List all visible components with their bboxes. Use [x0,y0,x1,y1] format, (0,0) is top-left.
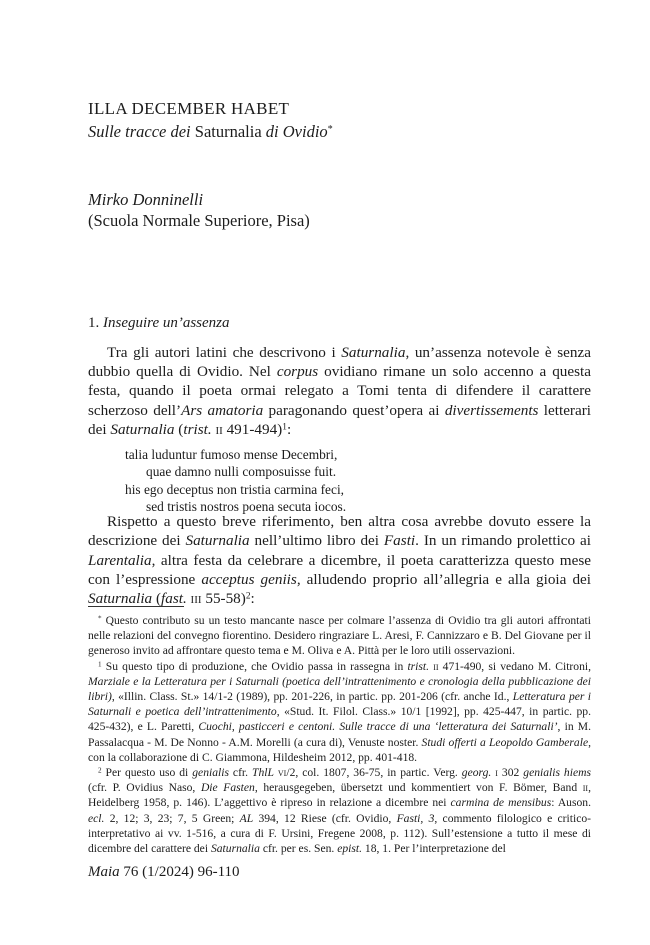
footnote-marker: 2 [245,591,251,602]
verse-line: his ego deceptus non tristia carmina feci, [125,481,345,497]
journal-citation [88,862,591,882]
footnote-separator [88,606,184,607]
verse-line: talia luduntur fumoso mense Decembri, [125,447,338,462]
article-subtitle: Sulle tracce dei Saturnalia di Ovidio* [88,122,333,141]
article-title: ILLA DECEMBER HABET [88,99,290,118]
author-affiliation: (Scuola Normale Superiore, Pisa) [88,211,310,230]
author-name: Mirko Donninelli [88,190,204,209]
footnotes [88,613,591,856]
footnote: * Questo contributo su un testo mancante nasce per colmare l’assenza di Ovidio tra gli autori affrontati nelle relazioni del convegno fiorentino. Desidero ringraziare L. Aresi, F. Cannizzaro e B. Del Giovane per il generoso invito ad affrontare questo tema e M. Oliva e A. Pittà per le loro utili osservazioni. [88,614,591,658]
footnote: $^1$ Su questo tipo di produzione, che Ovidio passa in rassegna in trist. ii 471-490, si vedano M. Citroni, Marziale e la Letteratura per i Saturnali (poetica dell’intrattenimento e cronologia della pubblicazione dei libri), «Illin. Class. St.» 14/1-2 (1989), pp. 201-226, in partic. pp. 201-206 (cfr. anche Id., Letteratura per i Saturnali e poetica dell’intrattenimento, «Stud. It. Filol. Class.» 10/1 [1992], pp. 425-447, in partic. pp. 425-432), e L. Paretti, Cuochi, pasticceri e centoni. Sulle tracce di una ‘letteratura dei Saturnali’, in M. Passalacqua - M. De Nonno - A.M. Morelli (a cura di), Venuste noster. Studi offerti a Leopoldo Gamberale, con la collaborazione di C. Giammona, Hildesheim 2012, pp. 401-418. [88,659,592,764]
journal-name: Maia [88,864,120,880]
verse-line: sed tristis nostros poena secuta iocos. [146,498,347,514]
body-paragraph: Tra gli autori latini che descrivono i Saturnalia, un’assenza notevole è senza dubbio quella di Ovidio. Nel corpus ovidiano rimane un solo accenno a questa festa, quando il poeta ormai relegato a Tomi tenta di difendere il carattere scherzoso dell’Ars amatoria paragonando quest’opera ai divertissements letterari dei Saturnalia (trist. ii 491-494)$^1$: [88,344,592,438]
verse-line: quae damno nulli composuisse fuit. [146,464,337,480]
verse-quotation [125,446,545,515]
issue-pages: 76 (1/2024) 96-110 [119,864,240,880]
footnote: $^2$ Per questo uso di genialis cfr. ThlL vi/2, col. 1807, 36-75, in partic. Verg. georg. i 302 genialis hiems (cfr. P. Ovidius Naso, Die Fasten, herausgegeben, übersetzt und kommentiert von F. Bömer, Band ii, Heidelberg 1958, p. 146). L’aggettivo è ripreso in relazione a dicembre nei carmina de mensibus: Auson. ecl. 2, 12; 3, 23; 7, 5 Green; AL 394, 12 Riese (cfr. Ovidio, Fasti, 3, commento filologico e critico-interpretativo ai vv. 1-516, a cura di F. Ursini, Fregene 2008, p. 112). Sull’estensione a tutto il mese di dicembre del carattere dei Saturnalia cfr. per es. Sen. epist. 18, 1. Per l’interpretazione del [88,766,591,856]
footnote-marker: 1 [282,422,287,433]
section-heading: 1. Inseguire un’assenza [88,315,230,331]
body-paragraph: Rispetto a questo breve riferimento, ben altra cosa avrebbe dovuto essere la descrizione dei Saturnalia nell’ultimo libro dei Fasti. In un rimando prolettico ai Larentalia, altra festa da celebrare a dicembre, il poeta caratterizza questo mese con l’espressione acceptus geniis, alludendo proprio all’allegria e alla gioia dei Saturnalia (fast. iii 55-58)$^2$: [88,513,591,608]
footnote-marker: * [327,123,333,135]
